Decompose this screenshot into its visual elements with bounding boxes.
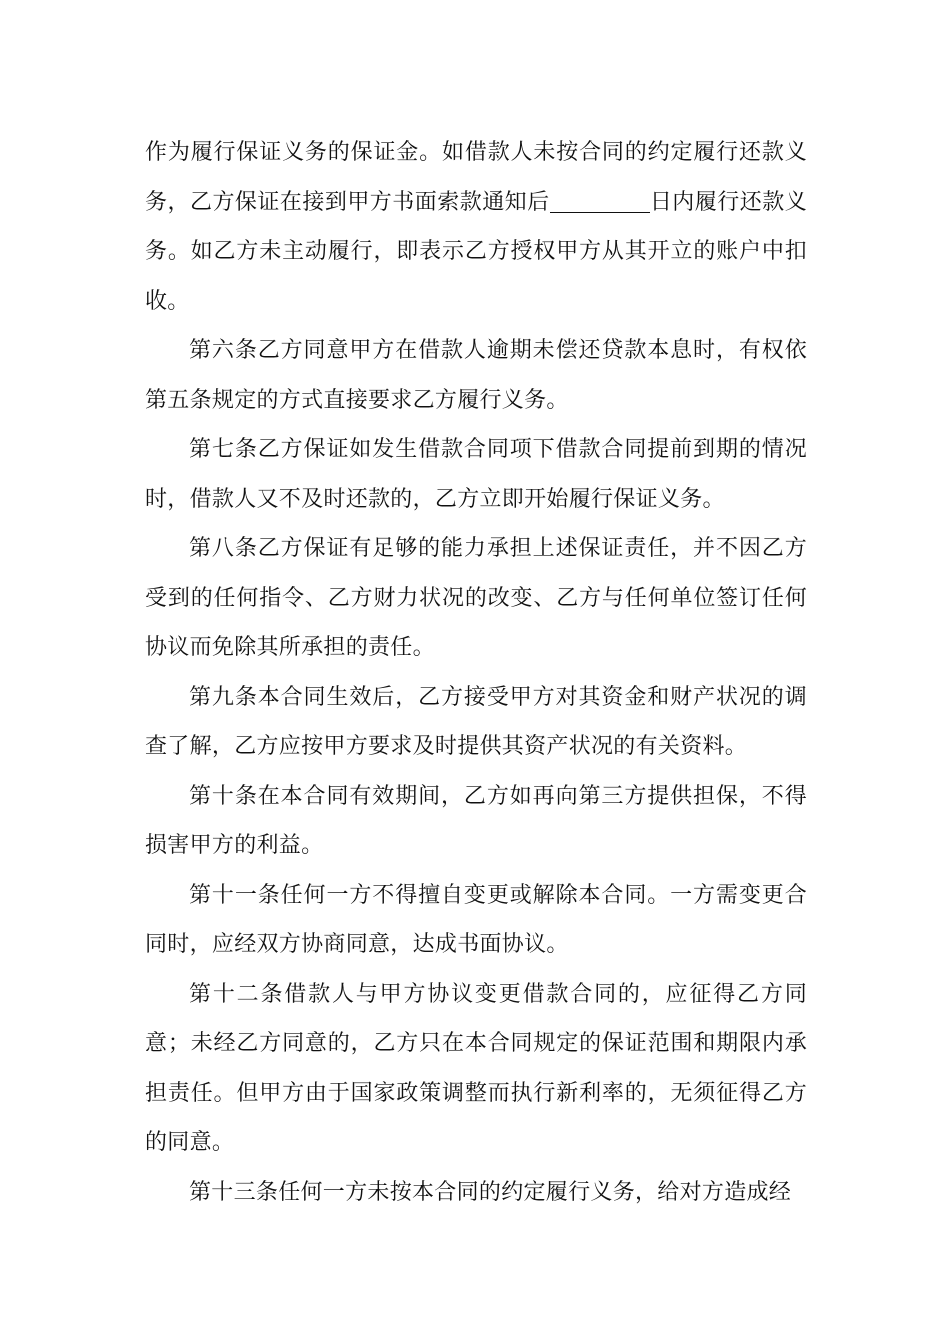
paragraph-article13: 第十三条任何一方未按本合同的约定履行义务，给对方造成经 — [189, 1179, 792, 1205]
fill-in-blank — [550, 190, 650, 213]
paragraph-text: 日内履行还款义务。如乙方未主动履行，即表示乙方授权甲方从其开立的账户中扣收。 — [145, 189, 807, 314]
paragraph-article10: 第十条在本合同有效期间，乙方如再向第三方提供担保，不得损害甲方的利益。 — [145, 783, 807, 858]
paragraph-article6: 第六条乙方同意甲方在借款人逾期未偿还贷款本息时，有权依第五条规定的方式直接要求乙方履行义务。 — [145, 338, 807, 413]
paragraph-article8: 第八条乙方保证有足够的能力承担上述保证责任，并不因乙方受到的任何指令、乙方财力状况的改变、乙方与任何单位签订任何协议而免除其所承担的责任。 — [145, 536, 807, 660]
paragraph-text: 作为履行保证义务的保证金。如借款人未按合同的约定履行还款义务，乙方保证在接到甲方书面索款通知后 — [145, 140, 807, 215]
paragraph-article12: 第十二条借款人与甲方协议变更借款合同的，应征得乙方同意；未经乙方同意的，乙方只在本合同规定的保证范围和期限内承担责任。但甲方由于国家政策调整而执行新利率的，无须征得乙方的同意。 — [145, 981, 807, 1155]
paragraph-article7: 第七条乙方保证如发生借款合同项下借款合同提前到期的情况时，借款人又不及时还款的，乙方立即开始履行保证义务。 — [145, 437, 807, 512]
document-body — [145, 128, 807, 1217]
paragraph-article9: 第九条本合同生效后，乙方接受甲方对其资金和财产状况的调查了解，乙方应按甲方要求及时提供其资产状况的有关资料。 — [145, 684, 807, 759]
paragraph-continued-article5 — [145, 128, 807, 326]
paragraph-article11: 第十一条任何一方不得擅自变更或解除本合同。一方需变更合同时，应经双方协商同意，达成书面协议。 — [145, 882, 807, 957]
